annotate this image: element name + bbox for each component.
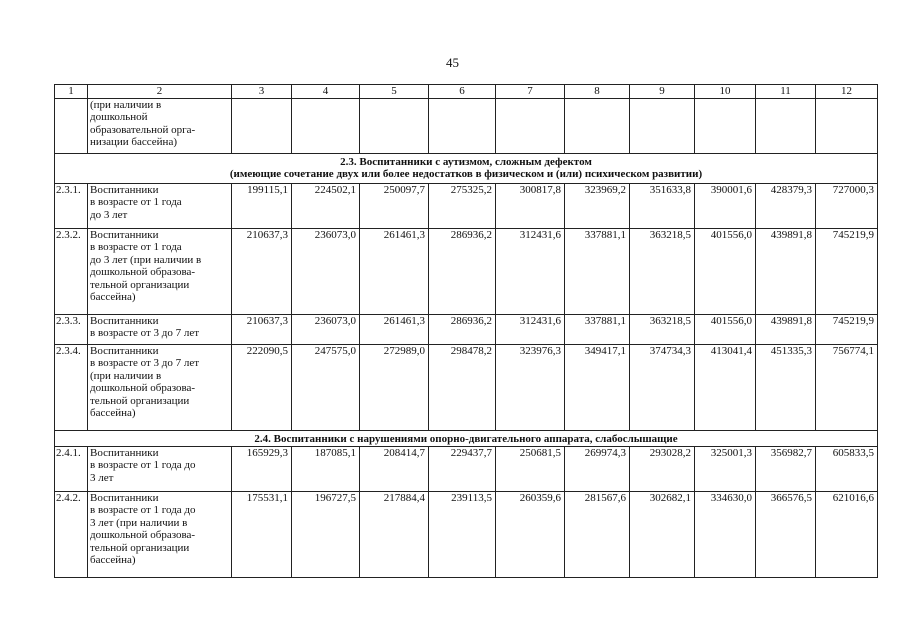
value-cell: 222090,5 <box>232 344 292 430</box>
table-row <box>55 491 878 577</box>
row-code: 2.3.4. <box>55 344 88 430</box>
value-cell: 275325,2 <box>429 183 496 228</box>
value-cell: 413041,4 <box>695 344 756 430</box>
value-cell: 325001,3 <box>695 446 756 491</box>
table-row <box>55 98 878 153</box>
table-row <box>55 228 878 314</box>
value-cell: 196727,5 <box>292 491 360 577</box>
value-cell: 605833,5 <box>816 446 878 491</box>
value-cell: 210637,3 <box>232 314 292 344</box>
value-cell: 374734,3 <box>630 344 695 430</box>
header-cell: 6 <box>429 85 496 99</box>
value-cell: 337881,1 <box>565 228 630 314</box>
value-cell: 247575,0 <box>292 344 360 430</box>
value-cell: 363218,5 <box>630 228 695 314</box>
value-cell: 260359,6 <box>496 491 565 577</box>
row-description: Воспитанники в возрасте от 1 года до 3 лет (при наличии в дошкольной образова- тельной организации бассейна) <box>88 491 232 577</box>
row-code: 2.3.1. <box>55 183 88 228</box>
value-cell: 428379,3 <box>756 183 816 228</box>
value-cell: 349417,1 <box>565 344 630 430</box>
value-cell <box>565 98 630 153</box>
value-cell: 366576,5 <box>756 491 816 577</box>
value-cell: 199115,1 <box>232 183 292 228</box>
value-cell: 239113,5 <box>429 491 496 577</box>
value-cell: 390001,6 <box>695 183 756 228</box>
value-cell <box>429 98 496 153</box>
value-cell: 224502,1 <box>292 183 360 228</box>
header-row <box>55 85 878 99</box>
value-cell: 210637,3 <box>232 228 292 314</box>
value-cell: 298478,2 <box>429 344 496 430</box>
value-cell <box>292 98 360 153</box>
row-description: (при наличии в дошкольной образовательной орга- низации бассейна) <box>88 98 232 153</box>
value-cell: 229437,7 <box>429 446 496 491</box>
table-row <box>55 314 878 344</box>
row-description: Воспитанники в возрасте от 1 года до 3 лет <box>88 446 232 491</box>
section-heading: 2.3. Воспитанники с аутизмом, сложным дефектом (имеющие сочетание двух или более недостатков в физическом и (или) психическом развитии) <box>55 153 878 183</box>
value-cell: 272989,0 <box>360 344 429 430</box>
value-cell <box>630 98 695 153</box>
row-code: 2.3.3. <box>55 314 88 344</box>
section-heading-row <box>55 153 878 183</box>
value-cell: 621016,6 <box>816 491 878 577</box>
value-cell: 236073,0 <box>292 228 360 314</box>
value-cell: 261461,3 <box>360 228 429 314</box>
header-cell: 4 <box>292 85 360 99</box>
row-code: 2.4.2. <box>55 491 88 577</box>
value-cell: 323976,3 <box>496 344 565 430</box>
value-cell: 351633,8 <box>630 183 695 228</box>
value-cell: 269974,3 <box>565 446 630 491</box>
header-cell: 12 <box>816 85 878 99</box>
table-row <box>55 183 878 228</box>
value-cell <box>816 98 878 153</box>
value-cell: 312431,6 <box>496 228 565 314</box>
row-description: Воспитанники в возрасте от 1 года до 3 лет (при наличии в дошкольной образова- тельной организации бассейна) <box>88 228 232 314</box>
value-cell: 281567,6 <box>565 491 630 577</box>
value-cell: 312431,6 <box>496 314 565 344</box>
value-cell: 300817,8 <box>496 183 565 228</box>
row-description: Воспитанники в возрасте от 1 года до 3 лет <box>88 183 232 228</box>
header-cell: 2 <box>88 85 232 99</box>
page-number: 45 <box>446 55 459 70</box>
table-row <box>55 344 878 430</box>
value-cell: 334630,0 <box>695 491 756 577</box>
header-cell: 10 <box>695 85 756 99</box>
value-cell <box>695 98 756 153</box>
header-cell: 7 <box>496 85 565 99</box>
value-cell: 756774,1 <box>816 344 878 430</box>
value-cell: 250097,7 <box>360 183 429 228</box>
value-cell: 439891,8 <box>756 228 816 314</box>
value-cell: 261461,3 <box>360 314 429 344</box>
value-cell: 363218,5 <box>630 314 695 344</box>
header-cell: 3 <box>232 85 292 99</box>
value-cell: 337881,1 <box>565 314 630 344</box>
row-code: 2.3.2. <box>55 228 88 314</box>
value-cell: 208414,7 <box>360 446 429 491</box>
value-cell: 401556,0 <box>695 228 756 314</box>
section-heading-row <box>55 430 878 446</box>
value-cell <box>360 98 429 153</box>
value-cell: 451335,3 <box>756 344 816 430</box>
header-cell: 11 <box>756 85 816 99</box>
value-cell: 439891,8 <box>756 314 816 344</box>
value-cell <box>496 98 565 153</box>
row-code <box>55 98 88 153</box>
value-cell: 250681,5 <box>496 446 565 491</box>
value-cell: 236073,0 <box>292 314 360 344</box>
value-cell: 356982,7 <box>756 446 816 491</box>
value-cell <box>756 98 816 153</box>
value-cell: 727000,3 <box>816 183 878 228</box>
header-cell: 5 <box>360 85 429 99</box>
row-description: Воспитанники в возрасте от 3 до 7 лет (при наличии в дошкольной образова- тельной организации бассейна) <box>88 344 232 430</box>
value-cell <box>232 98 292 153</box>
value-cell: 175531,1 <box>232 491 292 577</box>
header-cell: 9 <box>630 85 695 99</box>
header-cell: 1 <box>55 85 88 99</box>
value-cell: 217884,4 <box>360 491 429 577</box>
value-cell: 745219,9 <box>816 314 878 344</box>
row-description: Воспитанники в возрасте от 3 до 7 лет <box>88 314 232 344</box>
row-code: 2.4.1. <box>55 446 88 491</box>
value-cell: 286936,2 <box>429 314 496 344</box>
value-cell: 286936,2 <box>429 228 496 314</box>
value-cell: 293028,2 <box>630 446 695 491</box>
value-cell: 401556,0 <box>695 314 756 344</box>
header-cell: 8 <box>565 85 630 99</box>
value-cell: 187085,1 <box>292 446 360 491</box>
section-heading: 2.4. Воспитанники с нарушениями опорно-двигательного аппарата, слабослышащие <box>55 430 878 446</box>
data-table <box>54 84 878 578</box>
value-cell: 165929,3 <box>232 446 292 491</box>
value-cell: 302682,1 <box>630 491 695 577</box>
value-cell: 745219,9 <box>816 228 878 314</box>
table-row <box>55 446 878 491</box>
value-cell: 323969,2 <box>565 183 630 228</box>
